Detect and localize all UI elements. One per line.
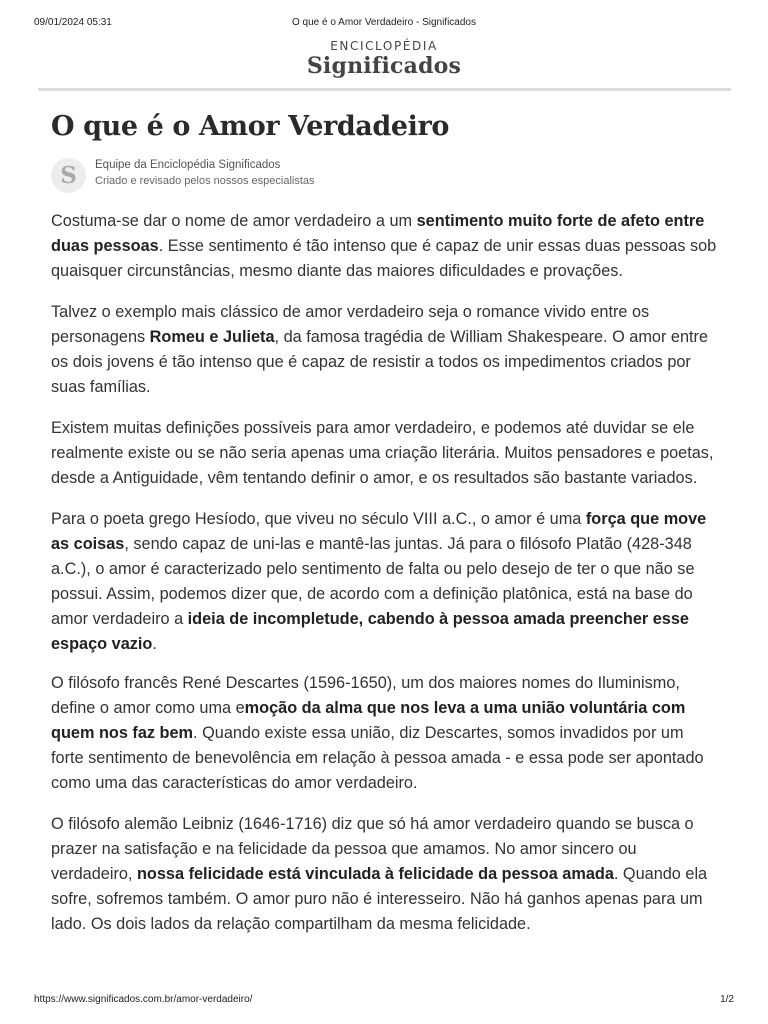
print-page-title: O que é o Amor Verdadeiro - Significados: [292, 17, 476, 28]
paragraph: [51, 671, 717, 796]
logo-line-2: Significados: [306, 53, 462, 79]
site-logo[interactable]: [0, 40, 768, 79]
paragraph-text: . Quando ela sofre, sofremos também. O amor puro não é interesseiro. Não há ganhos apenas para um lado. Os dois lados da relação compartilham da mesma felicidade.: [51, 865, 708, 933]
author-block: [51, 157, 651, 193]
author-avatar: S: [51, 158, 86, 193]
paragraph-text: O filósofo francês René Descartes (1596-1650), um dos maiores nomes do Iluminismo, define o amor como uma e: [51, 674, 680, 717]
article-body: [51, 209, 717, 953]
header-divider: [38, 88, 731, 91]
paragraph-text: , sendo capaz de uni-las e mantê-las juntas. Já para o filósofo Platão (428-348 a.C.), o amor é caracterizado pelo sentimento de falta ou pelo desejo de ter o que não se possui. Assim, podemos dizer que, de acordo com a definição platônica, está na base do amor verdadeiro a: [51, 535, 695, 628]
page-number: 1/2: [720, 994, 734, 1005]
article-title: O que é o Amor Verdadeiro: [51, 111, 449, 142]
author-subtitle: Criado e revisado pelos nossos especialistas: [95, 175, 315, 187]
paragraph: [51, 507, 717, 657]
paragraph-bold: moção da alma que nos leva a uma união voluntária com quem nos faz bem: [51, 699, 686, 742]
paragraph-bold: força que move as coisas: [51, 510, 707, 553]
paragraph-text: Talvez o exemplo mais clássico de amor verdadeiro seja o romance vivido entre os personagens: [51, 303, 650, 346]
paragraph: [51, 416, 717, 491]
paragraph-text: .: [152, 635, 157, 653]
paragraph-bold: sentimento muito forte de afeto entre duas pessoas: [51, 212, 705, 255]
paragraph-text: , da famosa tragédia de William Shakespeare. O amor entre os dois jovens é tão intenso que é capaz de resistir a todos os impedimentos criados por suas famílias.: [51, 328, 709, 396]
print-footer: [34, 994, 734, 1008]
paragraph-text: . Esse sentimento é tão intenso que é capaz de unir essas duas pessoas sob quaisquer circunstâncias, mesmo diante das maiores dificuldades e provações.: [51, 237, 717, 280]
paragraph: [51, 209, 717, 284]
paragraph: [51, 812, 717, 937]
print-header: [34, 17, 734, 31]
paragraph: [51, 300, 717, 400]
paragraph-text: Existem muitas definições possíveis para amor verdadeiro, e podemos até duvidar se ele realmente existe ou se não seria apenas uma criação literária. Muitos pensadores e poetas, desde a Antiguidade, vêm tentando definir o amor, e os resultados são bastante variados.: [51, 419, 714, 487]
paragraph-bold: nossa felicidade está vinculada à felicidade da pessoa amada: [136, 865, 614, 883]
paragraph-bold: Romeu e Julieta: [149, 328, 275, 346]
paragraph-text: Costuma-se dar o nome de amor verdadeiro a um: [51, 212, 417, 230]
author-name[interactable]: Equipe da Enciclopédia Significados: [95, 159, 281, 171]
paragraph-bold: ideia de incompletude, cabendo à pessoa amada preencher esse espaço vazio: [51, 610, 689, 653]
print-datetime: 09/01/2024 05:31: [34, 17, 112, 28]
paragraph-text: Para o poeta grego Hesíodo, que viveu no século VIII a.C., o amor é uma: [51, 510, 586, 528]
paragraph-text: . Quando existe essa união, diz Descartes, somos invadidos por um forte sentimento de benevolência em relação à pessoa amada - e essa pode ser apontado como uma das características do amor verdadeiro.: [51, 724, 704, 792]
paragraph-text: O filósofo alemão Leibniz (1646-1716) diz que só há amor verdadeiro quando se busca o prazer na satisfação e na felicidade da pessoa que amamos. No amor sincero ou verdadeiro,: [51, 815, 694, 883]
print-url[interactable]: https://www.significados.com.br/amor-verdadeiro/: [34, 994, 253, 1005]
logo-line-1: ENCICLOPÉDIA: [330, 39, 438, 53]
